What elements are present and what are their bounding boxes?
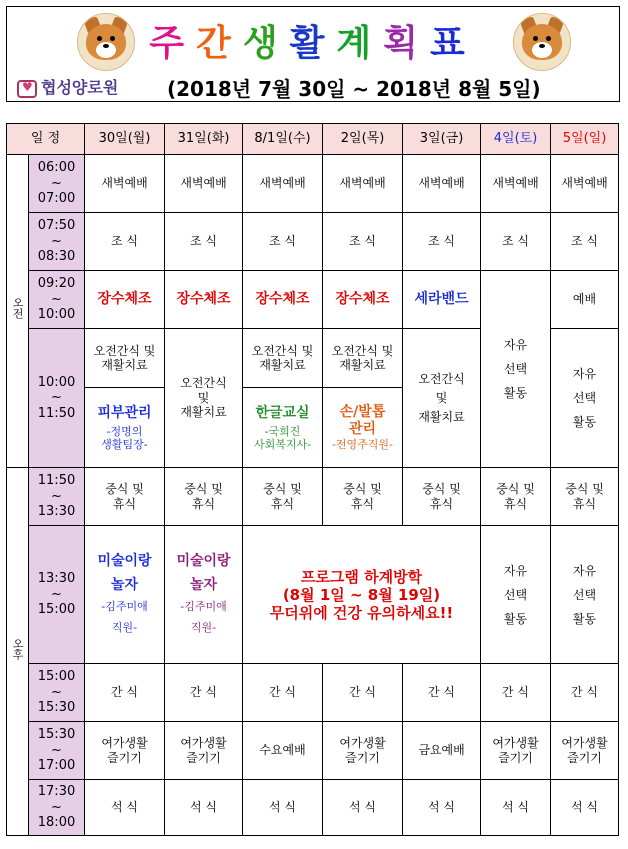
table-row xyxy=(7,526,619,664)
schedule-cell: 조 식 xyxy=(481,213,551,271)
program-notice: 프로그램 하계방학 (8월 1일 ~ 8월 19일) 무더위에 건강 유의하세요!! xyxy=(243,526,481,664)
table-row xyxy=(7,780,619,836)
hangul-title: 한글교실 xyxy=(255,405,310,422)
pm-label: 오후 xyxy=(7,468,29,836)
schedule-cell: 석 식 xyxy=(481,780,551,836)
exercise-cell: 장수체조 xyxy=(323,271,403,329)
corner-cell: 일 정 xyxy=(7,124,85,155)
house-icon xyxy=(17,80,37,98)
header-box xyxy=(6,6,620,102)
cell-text: 사회복지사- xyxy=(253,438,312,452)
schedule-cell: 오전간식 및 재활치료 xyxy=(403,329,481,468)
schedule-cell: 중식 및 휴식 xyxy=(85,468,165,526)
cell-text: 재활치료 xyxy=(101,358,148,372)
schedule-cell: 간 식 xyxy=(85,664,165,722)
schedule-cell: 석 식 xyxy=(165,780,243,836)
title-char: 획 xyxy=(383,23,430,64)
schedule-cell: 석 식 xyxy=(85,780,165,836)
schedule-cell: 석 식 xyxy=(243,780,323,836)
free-activity-cell: 자유 선택 활동 xyxy=(551,329,619,468)
schedule-cell: 간 식 xyxy=(481,664,551,722)
day-header: 2일(목) xyxy=(323,124,403,155)
split-cell xyxy=(85,329,165,468)
time-cell: 10:00 ~ 11:50 xyxy=(29,329,85,468)
exercise-cell: 장수체조 xyxy=(243,271,323,329)
schedule-cell: 여가생활 즐기기 xyxy=(165,722,243,780)
schedule-cell: 간 식 xyxy=(403,664,481,722)
schedule-cell: 조 식 xyxy=(403,213,481,271)
period-label: (2018년 7월 30일 ~ 2018년 8월 5일) xyxy=(167,77,541,101)
title-char: 표 xyxy=(429,23,477,64)
schedule-cell: 새벽예배 xyxy=(243,155,323,213)
exercise-cell: 장수체조 xyxy=(85,271,165,329)
table-row xyxy=(7,664,619,722)
schedule-cell: 중식 및 휴식 xyxy=(551,468,619,526)
schedule-cell: 새벽예배 xyxy=(481,155,551,213)
day-header-sunday: 5일(일) xyxy=(551,124,619,155)
free-activity-cell: 자유 선택 활동 xyxy=(551,526,619,664)
table-row xyxy=(7,722,619,780)
time-cell: 15:30 ~ 17:00 xyxy=(29,722,85,780)
free-activity-cell: 자유 선택 활동 xyxy=(481,271,551,468)
time-cell: 06:00 ~ 07:00 xyxy=(29,155,85,213)
title-char: 주 xyxy=(149,23,197,64)
schedule-cell: 오전간식 및 재활치료 xyxy=(165,329,243,468)
time-cell: 07:50 ~ 08:30 xyxy=(29,213,85,271)
schedule-cell: 중식 및 휴식 xyxy=(481,468,551,526)
time-cell: 17:30 ~ 18:00 xyxy=(29,780,85,836)
schedule-cell: 여가생활 즐기기 xyxy=(551,722,619,780)
am-label: 오전 xyxy=(7,155,29,468)
cell-text: 재활치료 xyxy=(339,358,386,372)
schedule-cell: 간 식 xyxy=(323,664,403,722)
time-cell: 09:20 ~ 10:00 xyxy=(29,271,85,329)
schedule-cell: 간 식 xyxy=(243,664,323,722)
schedule-cell: 조 식 xyxy=(243,213,323,271)
schedule-cell: 조 식 xyxy=(165,213,243,271)
schedule-cell: 중식 및 휴식 xyxy=(403,468,481,526)
schedule-cell: 석 식 xyxy=(403,780,481,836)
title-char: 생 xyxy=(242,23,290,64)
table-row xyxy=(7,213,619,271)
hand-foot-title: 관리 xyxy=(348,420,377,437)
schedule-cell: 석 식 xyxy=(551,780,619,836)
schedule-cell: 새벽예배 xyxy=(323,155,403,213)
time-cell: 15:00 ~ 15:30 xyxy=(29,664,85,722)
band-cell: 세라밴드 xyxy=(403,271,481,329)
title-char: 간 xyxy=(196,23,243,64)
logo xyxy=(17,75,118,98)
title-char: 활 xyxy=(289,23,337,64)
schedule-cell: 여가생활 즐기기 xyxy=(85,722,165,780)
schedule-cell: 간 식 xyxy=(165,664,243,722)
free-activity-cell: 자유 선택 활동 xyxy=(481,526,551,664)
cell-text: -전영주직원- xyxy=(331,437,394,451)
schedule-cell: 조 식 xyxy=(323,213,403,271)
cell-text: 재활치료 xyxy=(259,358,306,372)
cell-text: -국희진 xyxy=(264,425,301,439)
split-cell xyxy=(323,329,403,468)
schedule-cell: 새벽예배 xyxy=(165,155,243,213)
title-char: 계 xyxy=(336,23,384,64)
cell-text: 생활팀장- xyxy=(101,438,148,452)
art-cell: 미술이랑 놀자 -김주미애 직원- xyxy=(85,526,165,664)
day-header: 3일(금) xyxy=(403,124,481,155)
schedule-cell: 중식 및 휴식 xyxy=(243,468,323,526)
header-row xyxy=(7,124,619,155)
schedule-cell: 새벽예배 xyxy=(403,155,481,213)
schedule-cell: 여가생활 즐기기 xyxy=(323,722,403,780)
cell-text: 오전간식 및 xyxy=(251,343,314,358)
skin-care-title: 피부관리 xyxy=(97,405,152,422)
schedule-cell: 간 식 xyxy=(551,664,619,722)
schedule-cell: 새벽예배 xyxy=(85,155,165,213)
hand-foot-title: 손/발톱 xyxy=(339,404,386,421)
schedule-cell: 석 식 xyxy=(323,780,403,836)
schedule-cell: 새벽예배 xyxy=(551,155,619,213)
day-header: 30일(월) xyxy=(85,124,165,155)
exercise-cell: 장수체조 xyxy=(165,271,243,329)
worship-cell: 예배 xyxy=(551,271,619,329)
cell-text: 오전간식 및 xyxy=(331,343,394,358)
schedule-cell: 여가생활 즐기기 xyxy=(481,722,551,780)
schedule-cell: 조 식 xyxy=(85,213,165,271)
logo-text: 협성양로원 xyxy=(41,78,119,97)
table-row xyxy=(7,155,619,213)
day-header: 8/1일(수) xyxy=(243,124,323,155)
table-row xyxy=(7,271,619,329)
art-cell: 미술이랑 놀자 -김주미애 직원- xyxy=(165,526,243,664)
schedule-table xyxy=(6,123,619,836)
cell-text: -정명의 xyxy=(106,425,143,439)
time-cell: 11:50 ~ 13:30 xyxy=(29,468,85,526)
cell-text: 오전간식 및 xyxy=(93,343,156,358)
schedule-cell: 금요예배 xyxy=(403,722,481,780)
table-row xyxy=(7,468,619,526)
time-cell: 13:30 ~ 15:00 xyxy=(29,526,85,664)
day-header-saturday: 4일(토) xyxy=(481,124,551,155)
schedule-cell: 중식 및 휴식 xyxy=(323,468,403,526)
schedule-cell: 조 식 xyxy=(551,213,619,271)
schedule-cell: 중식 및 휴식 xyxy=(165,468,243,526)
day-header: 31일(화) xyxy=(165,124,243,155)
split-cell xyxy=(243,329,323,468)
dog-icon xyxy=(513,13,571,71)
schedule-cell: 수요예배 xyxy=(243,722,323,780)
